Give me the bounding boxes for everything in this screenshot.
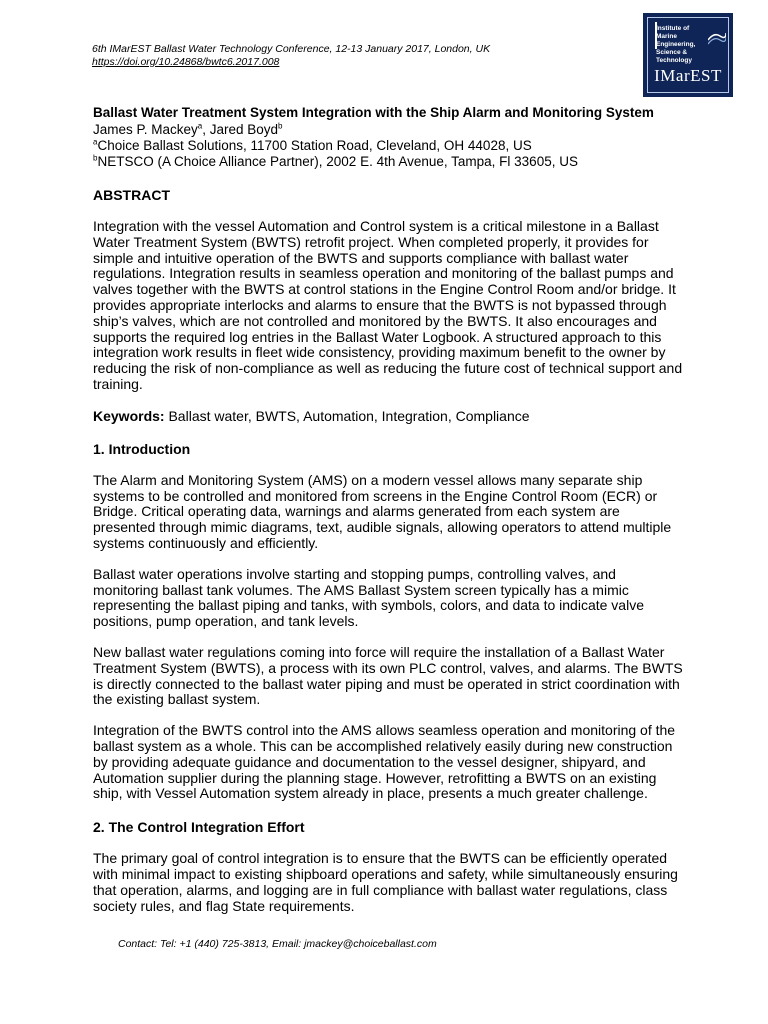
abstract-text: Integration with the vessel Automation and Control system is a critical milestone in a Ballast Water Treatment System (BWTS) retrofit project. When completed properly, it provides for simple and intuitive operation of the BWTS and supports compliance with ballast water regulations. Integration results in seamless operation and monitoring of the ballast pumps and valves together with the BWTS at control stations in the Engine Control Room and/or bridge. It provides appropriate interlocks and alarms to ensure that the BWTS is not bypassed through ship’s valves, which are not controlled and monitored by the BWTS. It also encourages and supports the required log entries in the Ballast Water Logbook. A structured approach to this integration work results in fleet wide consistency, providing maximum benefit to the owner by reducing the risk of non-compliance as well as reducing the future cost of technical support and training.	[93, 218, 683, 392]
paragraph: Ballast water operations involve starting and stopping pumps, controlling valves, and monitoring ballast tank volumes. The AMS Ballast System screen typically has a mimic representing the ballast piping and tanks, with symbols, colors, and data to indicate valve positions, pump operation, and tank levels.	[93, 565, 644, 630]
contact-footer: Contact: Tel: +1 (440) 725-3813, Email: jmackey@choiceballast.com	[118, 938, 437, 950]
paper-body	[93, 100, 683, 914]
affiliation-b: $^b$NETSCO (A Choice Alliance Partner), 2002 E. 4th Avenue, Tampa, Fl 33605, US	[93, 153, 578, 169]
conference-name: 6th IMarEST Ballast Water Technology Conference, 12-13 January 2017, London, UK	[92, 43, 491, 55]
keywords: Keywords: Ballast water, BWTS, Automation, Integration, Compliance	[93, 407, 530, 424]
section-heading-introduction: 1. Introduction	[93, 440, 191, 457]
logo-wordmark: IMarEST	[654, 66, 722, 85]
authors: James P. Mackey$^a$, Jared Boyd$^b$	[93, 121, 283, 137]
wave-icon	[708, 30, 726, 46]
affiliation-a: $^a$Choice Ballast Solutions, 11700 Station Road, Cleveland, OH 44028, US	[93, 137, 532, 153]
paper-title: Ballast Water Treatment System Integration with the Ship Alarm and Monitoring System	[93, 105, 654, 120]
conference-header	[92, 43, 490, 69]
paragraph: Integration of the BWTS control into the AMS allows seamless operation and monitoring of the ballast system as a whole. This can be accomplished relatively easily during new construction by providing adequate guidance and documentation to the vessel designer, shipyard, and Automation supplier during the planning stage. However, retrofitting a BWTS on an existing ship, with Vessel Automation system already in place, presents a much greater challenge.	[93, 722, 676, 802]
section-heading-control-integration: 2. The Control Integration Effort	[93, 819, 305, 836]
paragraph: The Alarm and Monitoring System (AMS) on a modern vessel allows many separate ship systems to be controlled and monitored from screens in the Engine Control Room (ECR) or Bridge. Critical operating data, warnings and alarms generated from each system are presented through mimic diagrams, text, audible signals, allowing operators to attend multiple systems continuously and efficiently.	[93, 471, 672, 551]
logo-institute-text: Institute of Marine Engineering, Science & Technology	[656, 25, 696, 64]
imarest-logo	[643, 13, 733, 97]
abstract-heading: ABSTRACT	[93, 187, 170, 203]
paragraph: The primary goal of control integration is to ensure that the BWTS can be efficiently operated with minimal impact to existing shipboard operations and safety, while simultaneously ensuring that operation, alarms, and logging are in full compliance with ballast water regulations, class society rules, and flag State requirements.	[93, 850, 678, 914]
doi-link[interactable]: https://doi.org/10.24868/bwtc6.2017.008	[92, 56, 280, 68]
paragraph: New ballast water regulations coming into force will require the installation of a Ballast Water Treatment System (BWTS), a process with its own PLC control, valves, and alarms. The BWTS is directly connected to the ballast water piping and must be operated in strict coordination with the existing ballast system.	[93, 643, 683, 708]
